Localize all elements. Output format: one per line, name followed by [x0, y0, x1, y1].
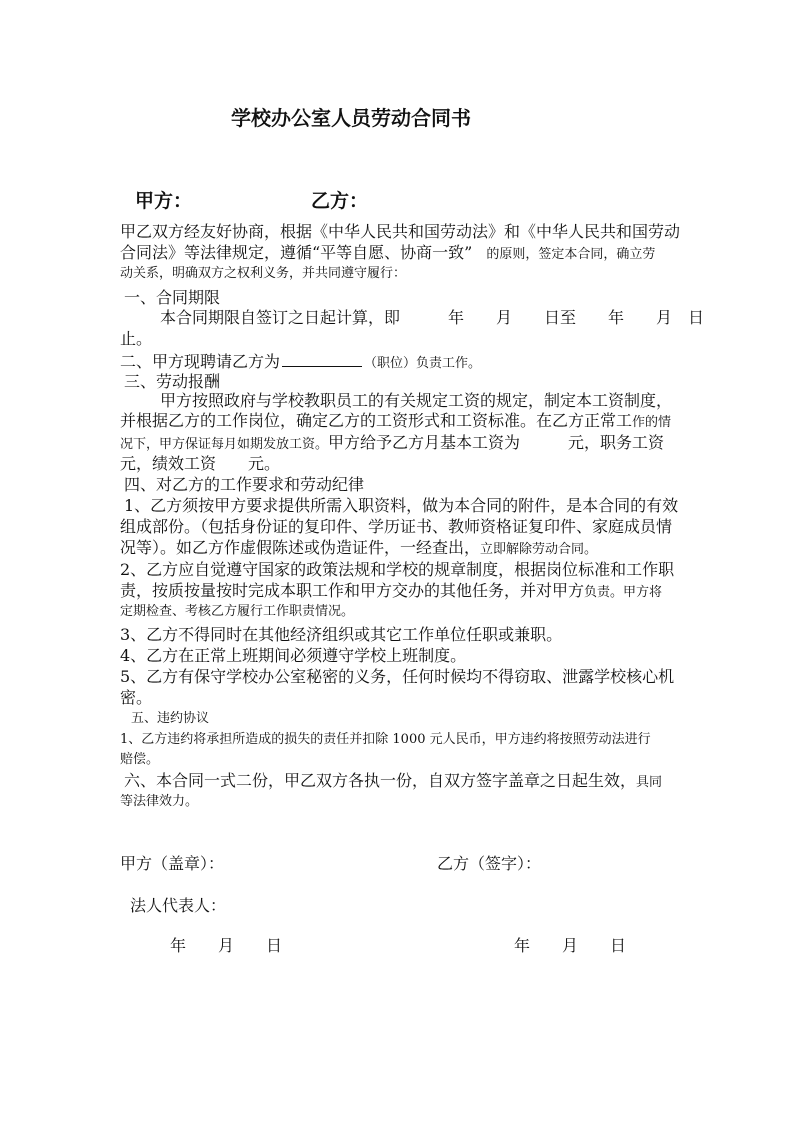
section-4-heading: 四、对乙方的工作要求和劳动纪律	[124, 475, 365, 494]
section-4-item-2-line-2b: 负责。甲方将	[584, 585, 663, 600]
section-4-item-1-line-3	[120, 540, 597, 556]
party-a-date: 年 月 日	[170, 936, 283, 955]
party-a-label: 甲方：	[135, 190, 193, 212]
section-3-line-3a: 况下，甲方保证每月如期发放工资。	[120, 437, 329, 452]
section-4-item-4: 4、乙方在正常上班期间必须遵守学校上班制度。	[120, 646, 467, 665]
intro-line-3: 动关系，明确双方之权利义务，并共同遵守履行：	[120, 266, 407, 281]
section-3-line-4: 元，绩效工资 元。	[120, 454, 281, 473]
section-1-line-1: 本合同期限自签订之日起计算，即 年 月 日至 年 月 日	[160, 308, 705, 327]
section-4-item-2-line-2	[120, 583, 662, 599]
party-b-label: 乙方：	[311, 190, 369, 212]
section-3-line-2	[120, 413, 671, 429]
section-4-item-5-line-2: 密。	[120, 688, 153, 707]
intro-line-2	[120, 245, 655, 261]
party-a-seal-label: 甲方（盖章）：	[120, 854, 225, 873]
section-4-item-1-line-2: 组成部份。（包括身份证的复印件、学历证书、教师资格证复印件、家庭成员情	[120, 517, 673, 536]
section-1-heading: 一、合同期限	[124, 288, 221, 307]
section-5-line-2: 赔偿。	[120, 752, 160, 767]
section-4-item-3: 3、乙方不得同时在其他经济组织或其它工作单位任职或兼职。	[120, 625, 563, 644]
section-4-item-2-line-3: 定期检查、考核乙方履行工作职责情况。	[120, 604, 355, 619]
section-2-line	[120, 351, 481, 370]
section-3-line-3	[120, 435, 664, 451]
section-4-item-2-line-1: 2、乙方应自觉遵守国家的政策法规和学校的规章制度，根据岗位标准和工作职	[120, 560, 675, 579]
section-3-heading: 三、劳动报酬	[124, 372, 221, 391]
section-6-line-1b: 具同	[636, 775, 663, 790]
section-6-line-2: 等法律效力。	[120, 794, 199, 809]
intro-line-2b: 的原则，签定本合同，确立劳	[486, 247, 656, 262]
section-5-heading: 五、违约协议	[131, 711, 210, 726]
section-1-line-2: 止。	[120, 329, 153, 348]
section-6-line-1	[124, 773, 662, 789]
intro-line-1: 甲乙双方经友好协商，根据《中华人民共和国劳动法》和《中华人民共和国劳动	[120, 222, 681, 241]
section-3-line-2a: 并根据乙方的工作岗位，确定乙方的工资形式和工资标准。在乙方正常工	[120, 411, 633, 430]
position-blank	[282, 351, 362, 367]
legal-representative-label: 法人代表人：	[130, 896, 227, 915]
intro-line-2a: 合同法》等法律规定，遵循“平等自愿、协商一致”	[120, 243, 473, 262]
section-4-item-5-line-1: 5、乙方有保守学校办公室秘密的义务，任何时候均不得窃取、泄露学校核心机	[120, 667, 675, 686]
section-4-item-1-line-1: 1、乙方须按甲方要求提供所需入职资料，做为本合同的附件，是本合同的有效	[124, 496, 679, 515]
party-b-date: 年 月 日	[514, 936, 627, 955]
section-5-line-1: 1、乙方违约将承担所造成的损失的责任并扣除 1000 元人民币，甲方违约将按照劳动法进行	[120, 732, 651, 747]
section-4-item-1-line-3a: 况等）。如乙方作虚假陈述或伪造证件，一经查出，	[120, 538, 481, 557]
section-4-item-1-line-3b: 立即解除劳动合同。	[480, 542, 598, 557]
section-3-line-1: 甲方按照政府与学校教职员工的有关规定工资的规定，制定本工资制度，	[160, 391, 673, 410]
section-4-item-2-line-2a: 责，按质按量按时完成本职工作和甲方交办的其他任务，并对甲方	[120, 581, 585, 600]
section-3-line-3b: 甲方给予乙方月基本工资为 元，职务工资	[328, 433, 665, 452]
party-b-sign-label: 乙方（签字）：	[437, 854, 542, 873]
section-3-line-2b: 作的情	[632, 415, 672, 430]
section-6-line-1a: 六、本合同一式二份，甲乙双方各执一份，自双方签字盖章之日起生效，	[124, 771, 637, 790]
section-2-text-b: （职位）负责工作。	[364, 356, 482, 371]
section-2-text-a: 二、甲方现聘请乙方为	[120, 352, 281, 371]
document-title: 学校办公室人员劳动合同书	[231, 106, 471, 130]
